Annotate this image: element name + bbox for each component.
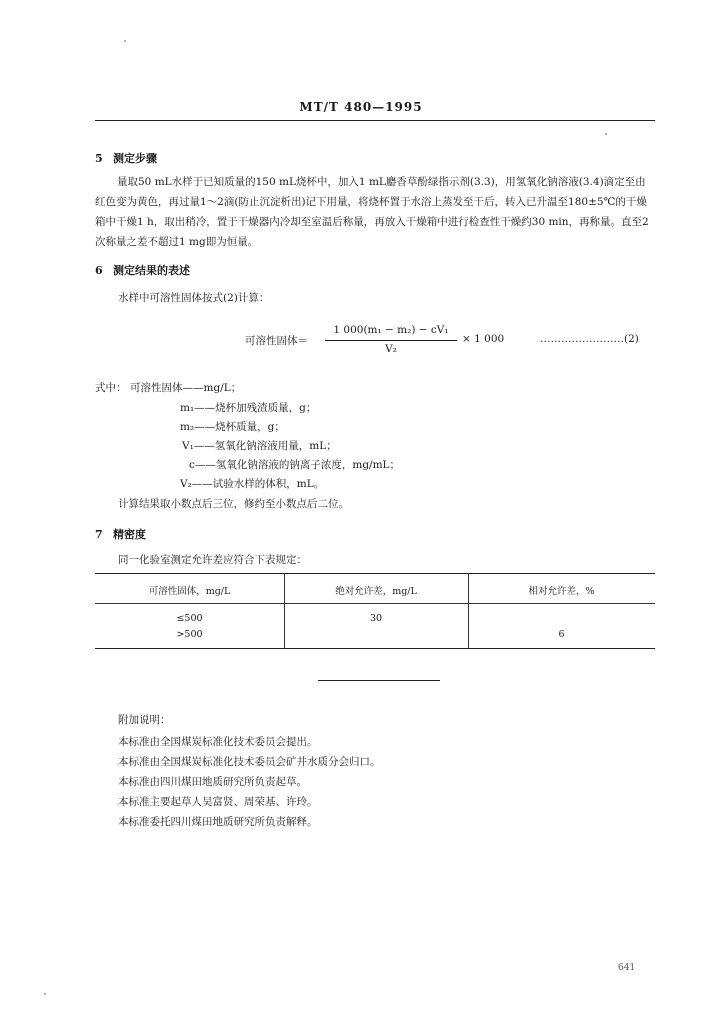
section-5-heading — [95, 150, 157, 166]
formula-denominator: V₂ — [385, 343, 397, 355]
section-7-title: 精密度 — [113, 528, 146, 541]
end-rule — [318, 680, 440, 681]
page-number: 641 — [618, 963, 636, 973]
note-line: 本标准由四川煤田地质研究所负责起草。 — [118, 776, 307, 788]
definition-soluble-solids: 可溶性固体——mg/L； — [130, 382, 242, 394]
scan-speck — [605, 133, 607, 135]
table-cell: 30 — [369, 613, 383, 624]
note-line: 本标准由全国煤炭标准化技术委员会矿井水质分会归口。 — [118, 756, 381, 768]
section-5-title: 测定步骤 — [113, 152, 157, 165]
table-header-rule — [95, 603, 655, 604]
section-7-heading — [95, 526, 146, 542]
note-line: 本标准委托四川煤田地质研究所负责解释。 — [118, 816, 318, 828]
definition-m2: m₂——烧杯质量，g； — [180, 421, 285, 433]
table-header-cell: 绝对允许差，mg/L — [335, 586, 417, 597]
table-header-cell: 相对允许差，% — [528, 586, 595, 597]
definition-v1: V₁——氢氧化钠溶液用量，mL； — [182, 440, 337, 452]
section-7-number: 7 — [95, 528, 103, 541]
section-6-number: 6 — [95, 264, 103, 277]
formula-numerator: 1 000(m₁ − m₂) − cV₁ — [333, 324, 449, 336]
section-6-intro: 水样中可溶性固体按式(2)计算： — [118, 292, 270, 304]
rounding-rule: 计算结果取小数点后三位，修约至小数点后二位。 — [118, 498, 349, 510]
formula-multiplier: × 1 000 — [462, 333, 505, 345]
table-header-cell: 可溶性固体，mg/L — [148, 586, 231, 597]
section-6-title: 测定结果的表述 — [113, 264, 190, 277]
section-5-paragraph: 量取50 mL水样于已知质量的150 mL烧杯中，加入1 mL麝香草酚绿指示剂(3.3)，用氢氧化钠溶液(3.4)滴定至由红色变为黄色，再过量1～2滴(防止沉淀析出)记下用量，将烧杯置于水浴上蒸发至干后，转入已升温至180±5℃的干燥箱中干燥1 h，取出稍冷，置于干燥器内冷却至室温后称量，再放入干燥箱中进行检查性干燥约30 min，再称量。直至2次称量之差不超过1 mg即为恒量。 — [95, 176, 649, 248]
table-cell: >500 — [176, 629, 203, 640]
note-line: 本标准主要起草人吴富贤、周荣基、许玲。 — [118, 796, 318, 808]
definition-v2: V₂——试验水样的体积，mL。 — [180, 478, 325, 490]
table-top-rule — [95, 573, 655, 574]
table-cell: 6 — [558, 629, 565, 640]
table-bottom-rule — [95, 648, 655, 649]
equation-number: ……………………(2) — [540, 333, 639, 345]
fraction-bar — [325, 340, 457, 341]
definition-m1: m₁——烧杯加残渣质量，g； — [180, 402, 317, 414]
standard-code: MT/T 480—1995 — [299, 100, 423, 114]
section-6-heading — [95, 262, 190, 278]
definition-c: c——氢氧化钠溶液的钠离子浓度，mg/mL； — [189, 459, 401, 471]
formula-lhs: 可溶性固体＝ — [245, 335, 308, 347]
section-5-number: 5 — [95, 152, 103, 165]
scan-speck — [124, 40, 126, 42]
note-line: 本标准由全国煤炭标准化技术委员会提出。 — [118, 736, 318, 748]
scan-speck — [44, 993, 46, 995]
notes-title: 附加说明： — [118, 714, 171, 726]
where-label: 式中： — [95, 382, 127, 394]
section-7-intro: 同一化验室测定允许差应符合下表规定： — [118, 554, 307, 566]
table-cell: ≤500 — [176, 613, 203, 624]
header-rule — [95, 120, 655, 121]
